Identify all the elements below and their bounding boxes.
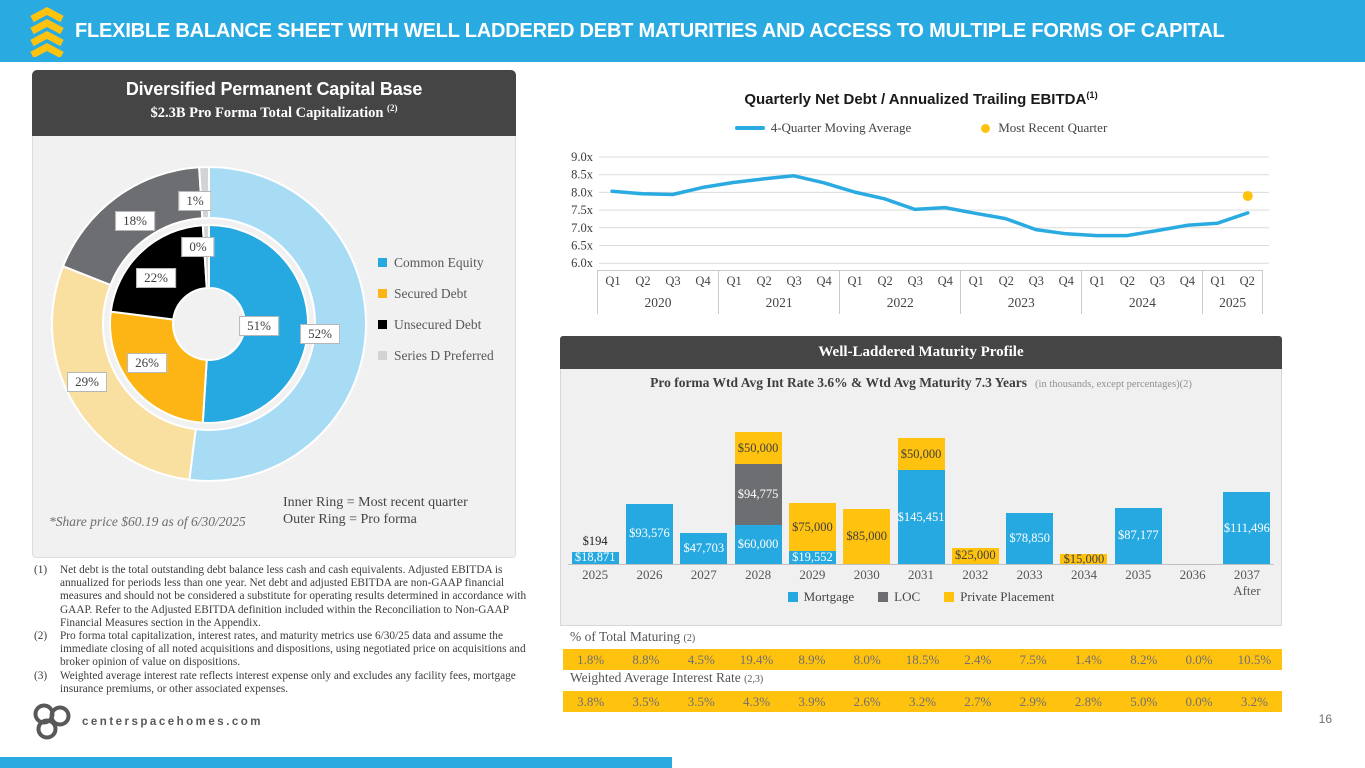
pct-maturing-footnote-ref: (2) — [683, 633, 696, 644]
band-value: 2.6% — [853, 693, 881, 709]
year-label: 2020 — [644, 295, 672, 311]
bar-x-label: 2027 — [690, 567, 717, 582]
year-group-2024 — [1081, 271, 1202, 314]
donut-label-inner-51%: 51% — [239, 316, 279, 336]
bar-segment-value: $94,775 — [737, 487, 779, 502]
donut-label-inner-22%: 22% — [136, 268, 176, 288]
bar-column-2031 — [894, 427, 948, 564]
bar-segment-mortgage — [1115, 508, 1162, 564]
legend-label: Unsecured Debt — [394, 317, 482, 332]
bar-x-label: 2032 — [962, 567, 989, 582]
bar-segment-value: $87,177 — [1117, 528, 1159, 543]
donut-label-outer-52%: 52% — [300, 324, 340, 344]
bar-column-2034 — [1057, 427, 1111, 564]
legend-swatch — [378, 289, 387, 298]
quarter-label: Q4 — [937, 274, 953, 289]
ytick-8.5x: 8.5x — [571, 167, 593, 182]
bar-column-2025 — [568, 427, 622, 564]
website-text: centerspacehomes.com — [82, 716, 264, 728]
ytick-7.5x: 7.5x — [571, 203, 593, 218]
bar-segment-private-placement — [789, 503, 836, 551]
donut-label-inner-26%: 26% — [127, 353, 167, 373]
bar-segment-value: $50,000 — [900, 446, 942, 461]
bar-legend-label: LOC — [894, 589, 921, 604]
legend-swatch — [378, 320, 387, 329]
bar-segment-mortgage — [898, 470, 945, 564]
year-group-2021 — [718, 271, 839, 314]
ebitda-legend-item-line — [735, 120, 912, 136]
bar-x-label: 2030 — [853, 567, 880, 582]
band-value: 2.9% — [1019, 693, 1047, 709]
capital-panel-subtitle: $2.3B Pro Forma Total Capitalization $^{(2)}$ — [150, 103, 398, 121]
capital-donut-svg — [33, 136, 433, 536]
centerspace-logo-icon — [30, 700, 74, 744]
band-value: 8.2% — [1130, 651, 1158, 667]
quarter-label: Q1 — [847, 274, 863, 289]
quarters-row — [719, 271, 839, 293]
band-value: 1.8% — [577, 651, 605, 667]
wair-label: Weighted Average Interest Rate (2,3) — [570, 670, 764, 685]
bar-column-2027 — [677, 427, 731, 564]
year-label: 2021 — [765, 295, 793, 311]
band-value: 3.5% — [687, 693, 715, 709]
year-group-2020 — [597, 271, 718, 314]
bar-column-2037-After — [1220, 427, 1274, 564]
pct-maturing-band — [563, 649, 1282, 670]
bar-x-label: 2037 After — [1233, 567, 1261, 598]
bar-segment-value: $60,000 — [737, 537, 779, 552]
legend-label: Series D Preferred — [394, 348, 494, 363]
band-value: 1.4% — [1074, 651, 1103, 667]
quarter-label: Q1 — [1210, 274, 1226, 289]
line-swatch-icon — [735, 126, 765, 130]
capital-panel-title: Diversified Permanent Capital Base — [125, 79, 423, 99]
quarter-label: Q3 — [1149, 274, 1165, 289]
quarters-row — [961, 271, 1081, 293]
quarter-label: Q2 — [998, 274, 1014, 289]
donut-label-outer-1%: 1% — [178, 191, 211, 211]
maturity-subtitle — [561, 375, 1281, 391]
footnote-number: (1) — [34, 564, 48, 576]
band-value: 5.0% — [1130, 693, 1158, 709]
quarter-label: Q3 — [1028, 274, 1044, 289]
legend-swatch — [378, 351, 387, 360]
capital-base-panel — [32, 70, 516, 558]
bar-x-label: 2028 — [745, 567, 772, 582]
bar-segment-private-placement — [735, 432, 782, 464]
year-label: 2023 — [1007, 295, 1035, 311]
bar-column-2028 — [731, 427, 785, 564]
footnote-text: Net debt is the total outstanding debt balance less cash and cash equivalents. Adjusted EBITDA is annualized for periods less than one year. Net debt and adjusted EBITDA are non-GAAP financial measures and should not be considered a substitute for operating results determined in accordance with GAAP. Refer to the Adjusted EBITDA definition included within the Reconciliation to Non-GAAP Financial Measures section in the Appendix. — [60, 564, 527, 629]
bar-segment-value: $111,496 — [1223, 520, 1270, 535]
quarter-label: Q3 — [665, 274, 681, 289]
maturity-panel-title: Well-Laddered Maturity Profile — [560, 336, 1282, 369]
bar-segment-value: $145,451 — [897, 509, 945, 524]
year-group-2023 — [960, 271, 1081, 314]
bar-segment-value: $78,850 — [1009, 531, 1050, 546]
band-value: 3.2% — [1240, 693, 1268, 709]
moving-average-line — [612, 176, 1248, 236]
ebitda-x-axis — [597, 270, 1263, 314]
quarter-label: Q4 — [1179, 274, 1195, 289]
band-value: 2.7% — [964, 693, 992, 709]
quarters-row — [840, 271, 960, 293]
bar-legend-swatch — [878, 592, 888, 602]
bar-column-2030 — [840, 427, 894, 564]
bar-segment-mortgage — [1006, 513, 1053, 564]
ebitda-legend-item-dot — [981, 120, 1107, 136]
band-value: 4.5% — [687, 651, 715, 667]
bar-legend-item-mortgage — [788, 589, 855, 605]
bar-segment-value: $18,871 — [574, 550, 616, 565]
bar-column-2029 — [785, 427, 839, 564]
bar-x-label: 2033 — [1016, 567, 1043, 582]
bar-x-label: 2031 — [908, 567, 935, 582]
dot-swatch-icon — [981, 124, 990, 133]
bar-x-label: 2029 — [799, 567, 826, 582]
maturity-subtitle-main: Pro forma Wtd Avg Int Rate 3.6% & Wtd Avg Maturity 7.3 Years — [650, 375, 1028, 390]
bar-segment-private-placement — [898, 438, 945, 470]
quarters-row — [1082, 271, 1202, 293]
band-value: 8.9% — [798, 651, 826, 667]
ebitda-chart-title: Quarterly Net Debt / Annualized Trailing EBITDA$^{(1)}$ — [744, 90, 1098, 108]
bar-x-label: 2034 — [1070, 567, 1097, 582]
bottom-accent-bar — [0, 757, 672, 768]
quarter-label: Q2 — [756, 274, 772, 289]
band-value: 8.8% — [632, 651, 660, 667]
quarter-label: Q1 — [968, 274, 984, 289]
footnote-number: (3) — [34, 669, 48, 682]
quarter-label: Q4 — [1058, 274, 1074, 289]
band-value: 19.4% — [739, 651, 774, 667]
footnote-text: Pro forma total capitalization, interest rates, and maturity metrics use 6/30/25 data and assume the immediate closing of all noted acquisitions and dispositions, using negotiated price on acquisitions and broker opinion of value on dispositions. — [60, 630, 526, 669]
footnote-3 — [32, 670, 537, 696]
title-footnote-ref: (1) — [1086, 90, 1098, 100]
slide-header — [0, 0, 1365, 62]
maturity-subtitle-note: (in thousands, except percentages)(2) — [1035, 379, 1192, 390]
ring-note: Inner Ring = Most recent quarter Outer Ring = Pro forma — [283, 495, 468, 527]
band-value: 2.4% — [964, 651, 992, 667]
bar-segment-value: $75,000 — [792, 519, 833, 534]
maturity-legend — [561, 589, 1281, 605]
most-recent-quarter-dot — [1243, 191, 1253, 201]
bar-column-2035 — [1111, 427, 1165, 564]
ebitda-legend-label: 4-Quarter Moving Average — [770, 120, 912, 135]
bar-segment-value: $47,703 — [683, 541, 725, 556]
bar-segment-value: $25,000 — [955, 548, 996, 563]
band-value: 3.2% — [908, 693, 937, 709]
band-value: 0.0% — [1185, 651, 1213, 667]
ytick-6.5x: 6.5x — [571, 238, 593, 253]
bar-column-2026 — [622, 427, 676, 564]
band-value: 3.5% — [632, 693, 660, 709]
ytick-9.0x: 9.0x — [571, 150, 593, 164]
capital-panel-header — [32, 70, 516, 136]
quarter-label: Q2 — [1239, 274, 1255, 289]
bar-segment-value: $50,000 — [737, 440, 779, 455]
quarter-label: Q4 — [695, 274, 711, 289]
bar-column-2033 — [1003, 427, 1057, 564]
bar-segment-mortgage — [680, 533, 727, 564]
bar-segment-private-placement — [843, 509, 890, 564]
capital-donut-chart — [33, 136, 433, 536]
pct-maturing-label: % of Total Maturing (2) — [570, 629, 696, 644]
bar-segment-loc — [735, 464, 782, 525]
band-value: 0.0% — [1185, 693, 1213, 709]
band-value: 18.5% — [905, 651, 940, 667]
share-price-note: *Share price $60.19 as of 6/30/2025 — [49, 514, 246, 529]
quarter-label: Q1 — [1089, 274, 1105, 289]
band-value: 3.9% — [798, 693, 826, 709]
bar-legend-swatch — [944, 592, 954, 602]
ytick-7.0x: 7.0x — [571, 220, 593, 235]
quarter-label: Q2 — [1119, 274, 1135, 289]
footnote-2 — [32, 630, 537, 670]
chevrons-logo-icon — [28, 7, 66, 57]
ytick-6.0x: 6.0x — [571, 256, 593, 271]
bar-legend-swatch — [788, 592, 798, 602]
legend-swatch — [378, 258, 387, 267]
ytick-8.0x: 8.0x — [571, 185, 593, 200]
ebitda-line-chart — [563, 148, 1283, 274]
band-value: 4.3% — [743, 693, 771, 709]
ebitda-chart-legend — [560, 120, 1282, 136]
bar-segment-value: $85,000 — [846, 529, 888, 544]
legend-item-common-equity — [378, 254, 513, 271]
legend-item-secured-debt — [378, 285, 513, 302]
subtitle-footnote-ref: (2) — [387, 103, 398, 113]
bar-x-label: 2025 — [582, 567, 609, 582]
bar-segment-private-placement — [952, 548, 999, 564]
bar-segment-value: $19,552 — [792, 550, 833, 565]
footnote-number: (2) — [34, 630, 48, 643]
legend-item-series-d-preferred — [378, 347, 513, 364]
legend-label: Common Equity — [394, 255, 484, 270]
donut-label-outer-18%: 18% — [115, 211, 155, 231]
maturity-bar-chart — [568, 427, 1274, 565]
donut-label-outer-29%: 29% — [67, 372, 107, 392]
year-label: 2022 — [886, 295, 914, 311]
capital-panel-body — [32, 136, 516, 558]
legend-label: Secured Debt — [394, 286, 468, 301]
ebitda-legend-label: Most Recent Quarter — [998, 120, 1108, 135]
bar-segment-mortgage — [735, 525, 782, 564]
bar-column-2032 — [948, 427, 1002, 564]
quarters-row — [1203, 271, 1262, 293]
bar-segment-value: $93,576 — [629, 526, 670, 541]
bar-legend-label: Private Placement — [960, 589, 1055, 604]
bar-segment-mortgage — [626, 504, 673, 564]
quarter-label: Q2 — [635, 274, 651, 289]
year-label: 2025 — [1219, 295, 1247, 311]
bar-legend-item-loc — [878, 589, 920, 605]
quarter-label: Q3 — [907, 274, 923, 289]
band-value: 3.8% — [577, 693, 605, 709]
band-value: 7.5% — [1019, 651, 1047, 667]
quarter-label: Q1 — [605, 274, 621, 289]
bar-column-2036 — [1165, 427, 1219, 564]
slide-title: FLEXIBLE BALANCE SHEET WITH WELL LADDERED DEBT MATURITIES AND ACCESS TO MULTIPLE FORMS OF CAPITAL — [75, 19, 1225, 42]
capital-donut-legend — [378, 254, 513, 378]
wair-band — [563, 691, 1282, 712]
footnote-text: Weighted average interest rate reflects interest expense only and excludes any facility fees, mortgage insurance premiums, or other associated expenses. — [60, 669, 516, 695]
bar-segment-mortgage — [789, 551, 836, 564]
band-value: 8.0% — [853, 651, 881, 667]
bar-legend-item-private-placement — [944, 589, 1054, 605]
footnote-1 — [32, 564, 537, 630]
footnotes — [32, 564, 537, 696]
quarter-label: Q4 — [816, 274, 832, 289]
maturity-panel-body — [560, 369, 1282, 626]
quarter-label: Q3 — [786, 274, 802, 289]
maturity-profile-panel — [560, 336, 1282, 626]
legend-item-unsecured-debt — [378, 316, 513, 333]
bar-x-label: 2036 — [1179, 567, 1206, 582]
year-label: 2024 — [1128, 295, 1156, 311]
wair-footnote-ref: (2,3) — [744, 674, 764, 685]
bar-x-label: 2026 — [636, 567, 663, 582]
bar-value-above: $194 — [582, 533, 608, 548]
bar-segment-mortgage — [1223, 492, 1270, 564]
bar-segment-value: $15,000 — [1063, 551, 1105, 566]
band-value: 2.8% — [1074, 693, 1103, 709]
page-number: 16 — [1318, 712, 1332, 726]
band-value: 10.5% — [1237, 651, 1272, 667]
quarter-label: Q1 — [726, 274, 742, 289]
bar-legend-label: Mortgage — [803, 589, 855, 604]
bar-segment-private-placement — [1060, 551, 1107, 566]
bar-x-label: 2035 — [1125, 567, 1152, 582]
donut-label-inner-0%: 0% — [181, 237, 214, 257]
year-group-2025 — [1202, 271, 1263, 314]
quarters-row — [598, 271, 718, 293]
year-group-2022 — [839, 271, 960, 314]
bar-segment-mortgage — [572, 552, 619, 564]
quarter-label: Q2 — [877, 274, 893, 289]
